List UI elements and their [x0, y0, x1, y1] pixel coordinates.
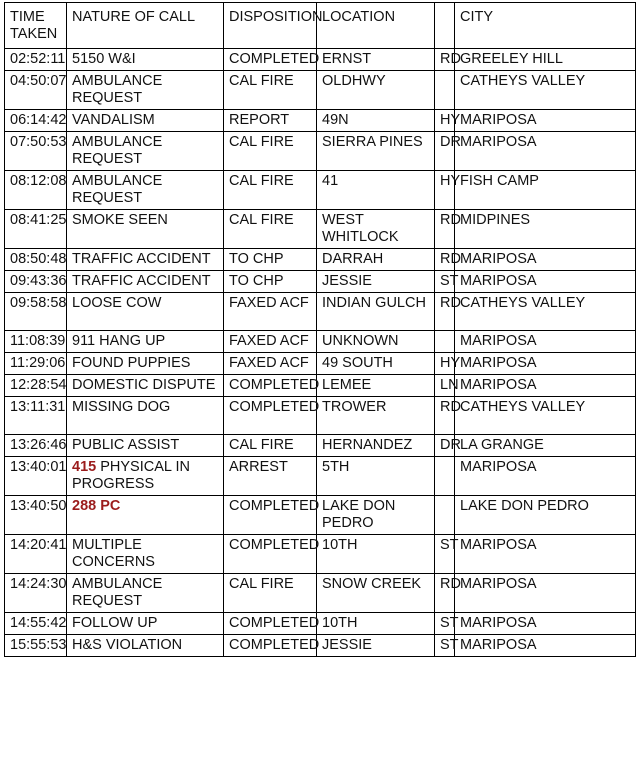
cell-time-taken: 08:50:48: [5, 249, 67, 271]
nature-text: AMBULANCE REQUEST: [72, 576, 163, 609]
cell-location: 41: [317, 171, 435, 210]
cell-nature-of-call: [67, 613, 224, 635]
cell-street-suffix: [435, 71, 455, 110]
cell-nature-of-call: [67, 535, 224, 574]
cell-location: OLDHWY: [317, 71, 435, 110]
cell-nature-of-call: [67, 110, 224, 132]
cell-street-suffix: ST: [435, 535, 455, 574]
cell-nature-of-call: [67, 397, 224, 435]
cell-nature-of-call: [67, 574, 224, 613]
nature-text: SMOKE SEEN: [72, 212, 168, 228]
cell-time-taken: 11:08:39: [5, 331, 67, 353]
cell-street-suffix: ST: [435, 635, 455, 657]
cell-disposition: COMPLETED: [224, 535, 317, 574]
table-row: [5, 535, 636, 574]
cell-city: CATHEYS VALLEY: [455, 71, 636, 110]
cell-location: JESSIE: [317, 635, 435, 657]
cell-city: MARIPOSA: [455, 535, 636, 574]
cell-street-suffix: RD: [435, 397, 455, 435]
nature-text: 5150 W&I: [72, 51, 136, 67]
call-log-table: [4, 2, 636, 657]
cell-location: LAKE DON PEDRO: [317, 496, 435, 535]
table-row: [5, 457, 636, 496]
cell-time-taken: 04:50:07: [5, 71, 67, 110]
nature-text: FOLLOW UP: [72, 615, 158, 631]
cell-city: MARIPOSA: [455, 574, 636, 613]
cell-nature-of-call: [67, 353, 224, 375]
nature-text: 911 HANG UP: [72, 333, 166, 349]
nature-text: AMBULANCE REQUEST: [72, 73, 163, 106]
cell-nature-of-call: [67, 435, 224, 457]
cell-disposition: CAL FIRE: [224, 574, 317, 613]
cell-city: GREELEY HILL: [455, 49, 636, 71]
cell-disposition: COMPLETED: [224, 49, 317, 71]
cell-city: MARIPOSA: [455, 271, 636, 293]
call-code: 415: [72, 459, 97, 475]
cell-disposition: CAL FIRE: [224, 132, 317, 171]
header-location: LOCATION: [317, 3, 435, 49]
cell-disposition: REPORT: [224, 110, 317, 132]
nature-text: AMBULANCE REQUEST: [72, 134, 163, 167]
cell-city: FISH CAMP: [455, 171, 636, 210]
cell-location: LEMEE: [317, 375, 435, 397]
cell-time-taken: 13:40:50: [5, 496, 67, 535]
cell-time-taken: 12:28:54: [5, 375, 67, 397]
header-city: CITY: [455, 3, 636, 49]
cell-location: 49 SOUTH: [317, 353, 435, 375]
cell-city: MARIPOSA: [455, 375, 636, 397]
table-row: [5, 496, 636, 535]
cell-nature-of-call: [67, 71, 224, 110]
cell-time-taken: 09:43:36: [5, 271, 67, 293]
table-row: [5, 397, 636, 435]
cell-city: MARIPOSA: [455, 613, 636, 635]
cell-location: TROWER: [317, 397, 435, 435]
cell-location: JESSIE: [317, 271, 435, 293]
cell-city: LA GRANGE: [455, 435, 636, 457]
nature-text: MISSING DOG: [72, 399, 171, 415]
cell-time-taken: 07:50:53: [5, 132, 67, 171]
cell-location: DARRAH: [317, 249, 435, 271]
table-row: [5, 132, 636, 171]
nature-text: LOOSE COW: [72, 295, 162, 311]
table-body: [5, 49, 636, 657]
cell-nature-of-call: [67, 635, 224, 657]
cell-disposition: FAXED ACF: [224, 353, 317, 375]
cell-nature-of-call: [67, 496, 224, 535]
table-row: [5, 271, 636, 293]
nature-text: PHYSICAL IN PROGRESS: [72, 459, 190, 492]
table-row: [5, 71, 636, 110]
nature-text: AMBULANCE REQUEST: [72, 173, 163, 206]
cell-time-taken: 14:24:30: [5, 574, 67, 613]
cell-time-taken: 15:55:53: [5, 635, 67, 657]
nature-text: TRAFFIC ACCIDENT: [72, 273, 211, 289]
cell-disposition: COMPLETED: [224, 397, 317, 435]
nature-text: TRAFFIC ACCIDENT: [72, 251, 211, 267]
cell-city: MARIPOSA: [455, 353, 636, 375]
nature-text: H&S VIOLATION: [72, 637, 183, 653]
cell-nature-of-call: [67, 293, 224, 331]
cell-street-suffix: HY: [435, 110, 455, 132]
cell-city: MIDPINES: [455, 210, 636, 249]
table-row: [5, 110, 636, 132]
cell-disposition: CAL FIRE: [224, 210, 317, 249]
cell-time-taken: 09:58:58: [5, 293, 67, 331]
table-row: [5, 210, 636, 249]
cell-street-suffix: LN: [435, 375, 455, 397]
cell-time-taken: 06:14:42: [5, 110, 67, 132]
cell-nature-of-call: [67, 331, 224, 353]
table-row: [5, 293, 636, 331]
cell-time-taken: 08:41:25: [5, 210, 67, 249]
cell-nature-of-call: [67, 249, 224, 271]
cell-disposition: FAXED ACF: [224, 331, 317, 353]
cell-disposition: COMPLETED: [224, 613, 317, 635]
cell-time-taken: 08:12:08: [5, 171, 67, 210]
table-row: [5, 249, 636, 271]
call-code: 288 PC: [72, 498, 121, 514]
cell-location: WEST WHITLOCK: [317, 210, 435, 249]
cell-nature-of-call: [67, 375, 224, 397]
header-time-taken: TIME TAKEN: [5, 3, 67, 49]
cell-street-suffix: ST: [435, 613, 455, 635]
cell-location: UNKNOWN: [317, 331, 435, 353]
cell-location: SIERRA PINES: [317, 132, 435, 171]
cell-nature-of-call: [67, 210, 224, 249]
cell-street-suffix: RD: [435, 210, 455, 249]
cell-city: MARIPOSA: [455, 331, 636, 353]
cell-street-suffix: HY: [435, 171, 455, 210]
cell-street-suffix: ST: [435, 271, 455, 293]
cell-city: MARIPOSA: [455, 110, 636, 132]
cell-time-taken: 02:52:11: [5, 49, 67, 71]
header-nature-of-call: NATURE OF CALL: [67, 3, 224, 49]
cell-disposition: CAL FIRE: [224, 171, 317, 210]
cell-nature-of-call: [67, 132, 224, 171]
cell-city: MARIPOSA: [455, 457, 636, 496]
nature-text: DOMESTIC DISPUTE: [72, 377, 216, 393]
cell-nature-of-call: [67, 271, 224, 293]
cell-location: SNOW CREEK: [317, 574, 435, 613]
cell-disposition: COMPLETED: [224, 496, 317, 535]
cell-location: 10TH: [317, 535, 435, 574]
cell-location: 10TH: [317, 613, 435, 635]
header-suffix: [435, 3, 455, 49]
cell-time-taken: 13:40:01: [5, 457, 67, 496]
cell-street-suffix: RD: [435, 574, 455, 613]
cell-nature-of-call: [67, 171, 224, 210]
cell-city: LAKE DON PEDRO: [455, 496, 636, 535]
cell-street-suffix: HY: [435, 353, 455, 375]
cell-time-taken: 13:11:31: [5, 397, 67, 435]
nature-text: VANDALISM: [72, 112, 155, 128]
cell-street-suffix: [435, 496, 455, 535]
cell-city: MARIPOSA: [455, 635, 636, 657]
table-row: [5, 375, 636, 397]
cell-disposition: TO CHP: [224, 249, 317, 271]
cell-time-taken: 14:55:42: [5, 613, 67, 635]
header-row: [5, 3, 636, 49]
cell-city: CATHEYS VALLEY: [455, 293, 636, 331]
cell-city: MARIPOSA: [455, 132, 636, 171]
table-row: [5, 635, 636, 657]
cell-nature-of-call: [67, 49, 224, 71]
cell-location: 5TH: [317, 457, 435, 496]
cell-disposition: ARREST: [224, 457, 317, 496]
cell-time-taken: 14:20:41: [5, 535, 67, 574]
cell-city: MARIPOSA: [455, 249, 636, 271]
cell-disposition: TO CHP: [224, 271, 317, 293]
cell-disposition: COMPLETED: [224, 635, 317, 657]
cell-city: CATHEYS VALLEY: [455, 397, 636, 435]
cell-disposition: COMPLETED: [224, 375, 317, 397]
table-row: [5, 49, 636, 71]
cell-location: HERNANDEZ: [317, 435, 435, 457]
cell-disposition: FAXED ACF: [224, 293, 317, 331]
table-row: [5, 331, 636, 353]
table-row: [5, 574, 636, 613]
header-disposition: DISPOSITION: [224, 3, 317, 49]
cell-street-suffix: RD: [435, 293, 455, 331]
cell-nature-of-call: [67, 457, 224, 496]
table-row: [5, 613, 636, 635]
cell-location: INDIAN GULCH: [317, 293, 435, 331]
cell-time-taken: 13:26:46: [5, 435, 67, 457]
cell-street-suffix: RD: [435, 49, 455, 71]
table-header: [5, 3, 636, 49]
cell-street-suffix: DR: [435, 132, 455, 171]
cell-street-suffix: [435, 331, 455, 353]
cell-street-suffix: DR: [435, 435, 455, 457]
table-row: [5, 353, 636, 375]
nature-text: PUBLIC ASSIST: [72, 437, 180, 453]
cell-location: 49N: [317, 110, 435, 132]
nature-text: FOUND PUPPIES: [72, 355, 191, 371]
cell-location: ERNST: [317, 49, 435, 71]
cell-time-taken: 11:29:06: [5, 353, 67, 375]
cell-street-suffix: RD: [435, 249, 455, 271]
table-row: [5, 171, 636, 210]
cell-disposition: CAL FIRE: [224, 435, 317, 457]
cell-disposition: CAL FIRE: [224, 71, 317, 110]
table-row: [5, 435, 636, 457]
nature-text: MULTIPLE CONCERNS: [72, 537, 155, 570]
cell-street-suffix: [435, 457, 455, 496]
